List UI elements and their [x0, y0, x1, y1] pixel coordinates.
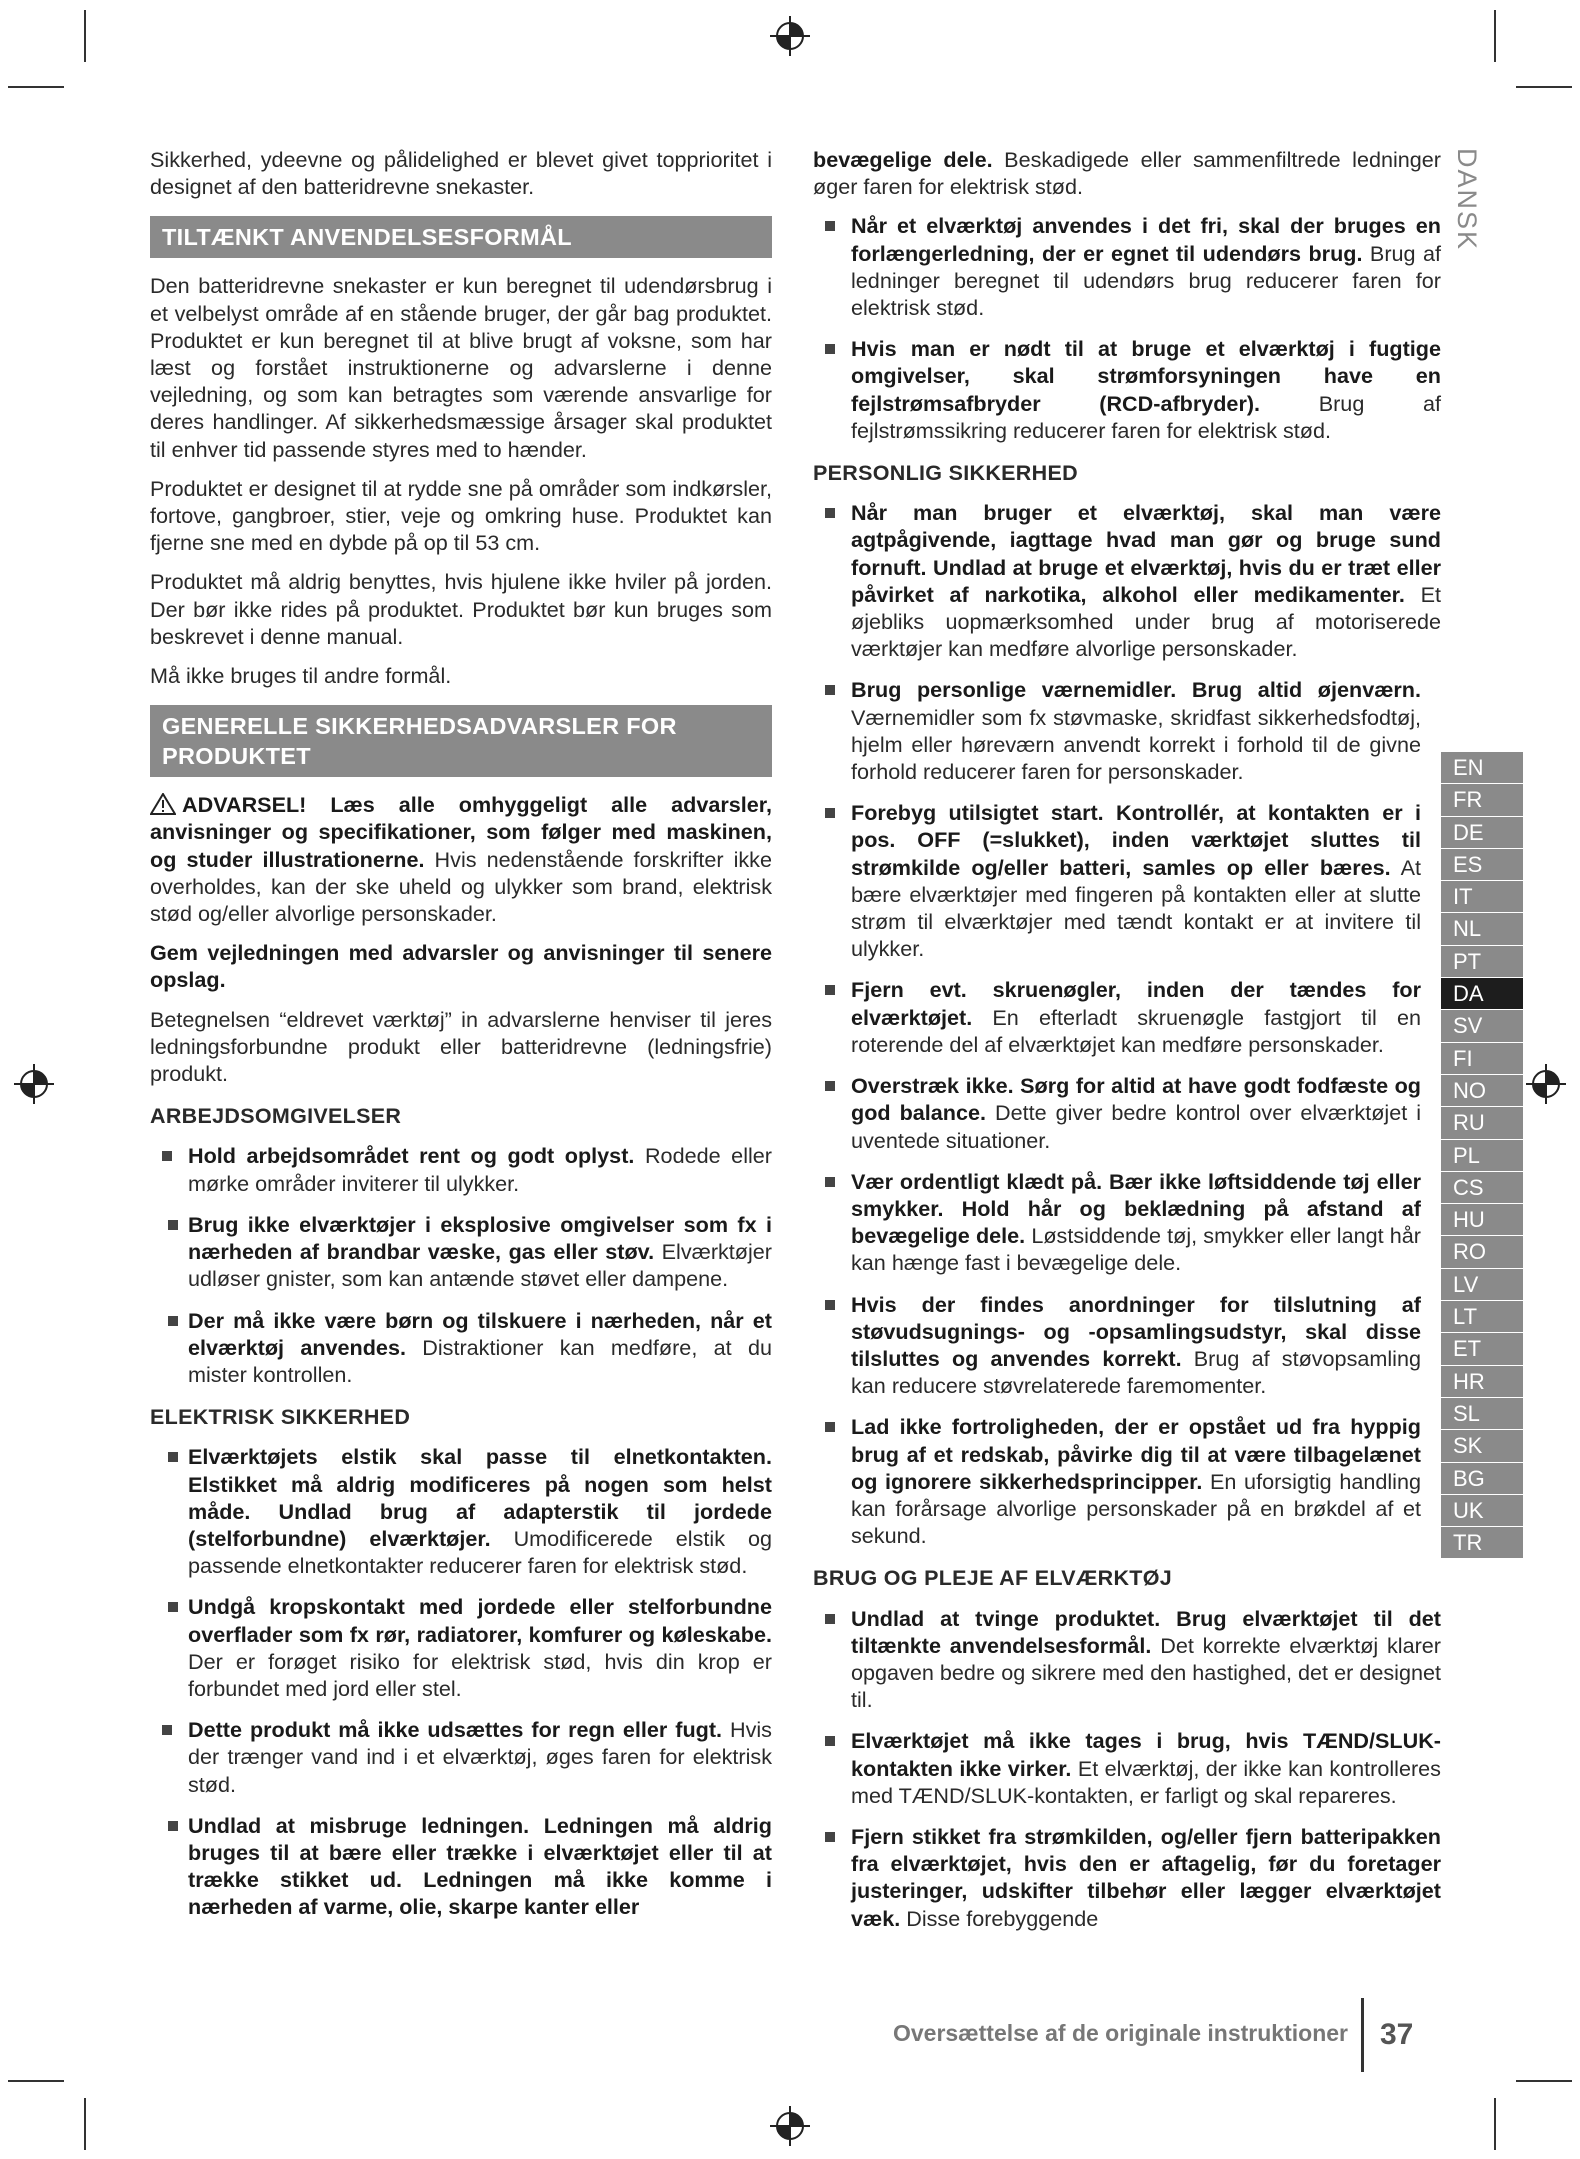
subheading-electrical: ELEKTRISK SIKKERHED	[150, 1405, 411, 1430]
warning-triangle-icon	[150, 793, 176, 815]
language-tab-en[interactable]: EN	[1441, 752, 1523, 784]
registration-mark-icon	[768, 2104, 812, 2148]
keep-instructions: Gem vejledningen med advarsler og anvisninger til senere opslag.	[150, 940, 772, 993]
bullet-square-icon	[168, 1220, 178, 1230]
language-tab-lv[interactable]: LV	[1441, 1269, 1523, 1301]
bullet-square-icon	[825, 1832, 835, 1842]
language-tab-lt[interactable]: LT	[1441, 1301, 1523, 1333]
bullet-square-icon	[825, 1177, 835, 1187]
language-tab-da[interactable]: DA	[1441, 978, 1523, 1010]
registration-mark-icon	[1524, 1062, 1568, 1106]
list-item: Forebyg utilsigtet start. Kontrollér, at kontakten er i pos. OFF (=slukket), inden værktøjet sluttes til strømkilde og/eller batteri, samles op eller bæres. At bære elværktøjer med fingeren på kontakten eller at slutte strøm til elværktøjer med tændt kontakt er at invitere til ulykker.	[813, 799, 1421, 962]
language-tab-es[interactable]: ES	[1441, 849, 1523, 881]
warning-paragraph	[150, 791, 772, 927]
language-tab-et[interactable]: ET	[1441, 1333, 1523, 1365]
subheading-work-area: ARBEJDSOMGIVELSER	[150, 1104, 402, 1129]
registration-mark-icon	[768, 14, 812, 58]
paragraph: Den batteridrevne snekaster er kun beregnet til udendørsbrug i et velbelyst område af en stående bruger, der går bag produktet. Produktet er kun beregnet til at blive brugt af voksne, som har læst og forstået instruktionerne og advarslerne i denne vejledning, og som kan betragtes som værende ansvarlige for deres handlinger. Af sikkerhedsmæssige årsager skal produktet til enhver tid passende styres med to hænder.	[150, 273, 772, 462]
bullet-square-icon	[825, 808, 835, 818]
list-item: Fjern evt. skruenøgler, inden der tændes for elværktøjet. En efterladt skruenøgle fastgjort til en roterende del af elværktøjet kan medføre personskader.	[813, 976, 1421, 1058]
list-item: Brug personlige værnemidler. Brug altid øjenværn. Værnemidler som fx støvmaske, skridfast sikkerhedsfodtøj, hjelm eller høreværn anvendt korrekt i forhold til de givne forhold reducerer faren for personskader.	[813, 676, 1421, 785]
language-tabs	[1441, 752, 1523, 1559]
language-tab-pl[interactable]: PL	[1441, 1140, 1523, 1172]
list-item: Når et elværktøj anvendes i det fri, skal der bruges en forlængerledning, der er egnet til udendørs brug. Brug af ledninger beregnet til udendørs brug reducerer faren for elektrisk stød.	[813, 212, 1441, 321]
term-definition: Betegnelsen “eldrevet værktøj” in advarslerne henviser til jeres ledningsforbundne produkt eller batteridrevne (ledningsfrie) produkt.	[150, 1006, 772, 1087]
language-side-title	[1450, 146, 1484, 266]
list-item: Lad ikke fortroligheden, der er opstået ud fra hyppig brug af et redskab, påvirke dig til at være tilbagelænet og ignorere sikkerhedsprincipper. En uforsigtig handling kan forårsage alvorlige personskader på en brøkdel af et sekund.	[813, 1413, 1421, 1549]
language-tab-tr[interactable]: TR	[1441, 1527, 1523, 1559]
bullet-square-icon	[825, 221, 835, 231]
crop-mark	[1516, 86, 1572, 88]
footer-divider	[1361, 1998, 1364, 2072]
language-tab-uk[interactable]: UK	[1441, 1495, 1523, 1527]
bullet-square-icon	[825, 508, 835, 518]
language-tab-sv[interactable]: SV	[1441, 1010, 1523, 1042]
bullet-square-icon	[168, 1316, 178, 1326]
crop-mark	[1516, 2080, 1572, 2082]
bullet-square-icon	[825, 985, 835, 995]
warning-bold: ADVARSEL! Læs alle omhyggeligt alle advarsler, anvisninger og specifikationer, som følger med maskinen, og studer illustrationerne.	[150, 792, 772, 872]
crop-mark	[84, 2098, 86, 2150]
language-tab-sk[interactable]: SK	[1441, 1430, 1523, 1462]
list-item: Brug ikke elværktøjer i eksplosive omgivelser som fx i nærheden af brandbar væske, gas eller støv. Elværktøjer udløser gnister, som kan antænde støvet eller dampene.	[166, 1211, 772, 1293]
paragraph: Må ikke bruges til andre formål.	[150, 663, 452, 689]
language-tab-it[interactable]: IT	[1441, 881, 1523, 913]
list-item: Dette produkt må ikke udsættes for regn eller fugt. Hvis der trænger vand ind i et elværktøj, øges faren for elektrisk stød.	[150, 1716, 772, 1798]
crop-mark	[8, 2080, 64, 2082]
bullet-square-icon	[162, 1151, 172, 1161]
language-tab-sl[interactable]: SL	[1441, 1398, 1523, 1430]
list-item: Undlad at tvinge produktet. Brug elværktøjet til det tiltænkte anvendelsesformål. Det korrekte elværktøj klarer opgaven bedre og sikrere med den hastighed, det er designet til.	[813, 1605, 1441, 1714]
language-tab-ru[interactable]: RU	[1441, 1107, 1523, 1139]
bullet-square-icon	[825, 685, 835, 695]
crop-mark	[1494, 10, 1496, 62]
crop-mark	[8, 86, 64, 88]
language-tab-fi[interactable]: FI	[1441, 1043, 1523, 1075]
bullet-square-icon	[168, 1452, 178, 1462]
paragraph: Produktet må aldrig benyttes, hvis hjulene ikke hviler på jorden. Der bør ikke rides på produktet. Produktet bør kun bruges som beskrevet i denne manual.	[150, 569, 772, 649]
language-tab-cs[interactable]: CS	[1441, 1172, 1523, 1204]
warning-text: Hvis nedenstående forskrifter ikke overholdes, kan der ske uheld og ulykker som brand, elektrisk stød og/eller alvorlige personskader.	[150, 846, 772, 927]
language-tab-bg[interactable]: BG	[1441, 1463, 1523, 1495]
language-tab-hu[interactable]: HU	[1441, 1204, 1523, 1236]
bullet-square-icon	[825, 1081, 835, 1091]
list-item: Hold arbejdsområdet rent og godt oplyst. Rodede eller mørke områder inviterer til ulykker.	[150, 1142, 772, 1196]
bullet-square-icon	[825, 344, 835, 354]
language-tab-pt[interactable]: PT	[1441, 946, 1523, 978]
footer-text: Oversættelse af de originale instruktioner	[892, 2020, 1348, 2046]
list-item: Hvis man er nødt til at bruge et elværktøj i fugtige omgivelser, skal strømforsyningen have en fejlstrømsafbryder (RCD-afbryder). Brug af fejlstrømssikring reducerer faren for elektrisk stød.	[813, 335, 1441, 444]
list-item: Elværktøjet må ikke tages i brug, hvis TÆND/SLUK-kontakten ikke virker. Et elværktøj, der ikke kan kontrolleres med TÆND/SLUK-kontakten, er farligt og skal repareres.	[813, 1727, 1441, 1809]
language-tab-hr[interactable]: HR	[1441, 1366, 1523, 1398]
language-tab-fr[interactable]: FR	[1441, 784, 1523, 816]
bullet-square-icon	[825, 1614, 835, 1624]
list-item: Overstræk ikke. Sørg for altid at have godt fodfæste og god balance. Dette giver bedre kontrol over elværktøjet i uventede situationer.	[813, 1072, 1421, 1154]
list-item: Der må ikke være børn og tilskuere i nærheden, når et elværktøj anvendes. Distraktioner kan medføre, at du mister kontrollen.	[166, 1307, 772, 1389]
bullet-square-icon	[825, 1736, 835, 1746]
crop-mark	[84, 10, 86, 62]
bullet-square-icon	[162, 1725, 172, 1735]
list-item: Vær ordentligt klædt på. Bær ikke løftsiddende tøj eller smykker. Hold hår og beklædning på afstand af bevægelige dele. Løstsiddende tøj, smykker eller langt hår kan hænge fast i bevægelige dele.	[813, 1168, 1421, 1277]
list-item: Undlad at misbruge ledningen. Ledningen må aldrig bruges til at bære eller trække i elværktøjet eller til at trække stikket ud. Ledningen må ikke komme i nærheden af varme, olie, skarpe kanter eller	[166, 1812, 772, 1921]
section-heading-intended-use: TILTÆNKT ANVENDELSESFORMÅL	[150, 216, 772, 258]
intro-paragraph: Sikkerhed, ydeevne og pålidelighed er blevet givet topprioritet i designet af den batteridrevne snekaster.	[150, 147, 772, 200]
subheading-use-and-care: BRUG OG PLEJE AF ELVÆRKTØJ	[813, 1566, 1173, 1591]
svg-text:DANSK: DANSK	[1452, 148, 1482, 252]
language-tab-nl[interactable]: NL	[1441, 913, 1523, 945]
list-item: Når man bruger et elværktøj, skal man være agtpågivende, iagttage hvad man gør og bruge sund fornuft. Undlad at bruge et elværktøj, hvis du er træt eller påvirket af narkotika, alkohol eller medikamenter. Et øjebliks uopmærksomhed under brug af motoriserede værktøjer kan medføre alvorlige personskader.	[813, 499, 1441, 662]
subheading-personal: PERSONLIG SIKKERHED	[813, 461, 1078, 486]
list-item: Fjern stikket fra strømkilden, og/eller fjern batteripakken fra elværktøjet, hvis den er aftagelig, før du foretager justeringer, udskifter tilbehør eller lægger elværktøjet væk. Disse forebyggende	[813, 1823, 1441, 1932]
left-column	[150, 146, 772, 1935]
crop-mark	[1494, 2098, 1496, 2150]
continued-paragraph: bevægelige dele. Beskadigede eller sammenfiltrede ledninger øger faren for elektrisk stød.	[813, 147, 1441, 200]
bullet-square-icon	[825, 1300, 835, 1310]
language-tab-de[interactable]: DE	[1441, 817, 1523, 849]
bullet-square-icon	[825, 1422, 835, 1432]
language-tab-ro[interactable]: RO	[1441, 1236, 1523, 1268]
section-heading-general-warnings: GENERELLE SIKKERHEDSADVARSLER FOR PRODUKTET	[150, 705, 772, 777]
list-item: Undgå kropskontakt med jordede eller stelforbundne overflader som fx rør, radiatorer, komfurer og køleskabe. Der er forøget risiko for elektrisk stød, hvis din krop er forbundet med jord eller stel.	[166, 1593, 772, 1702]
page-number: 37	[1380, 2018, 1414, 2051]
bullet-square-icon	[168, 1602, 178, 1612]
list-item: Elværktøjets elstik skal passe til elnetkontakten. Elstikket må aldrig modificeres på nogen som helst måde. Undlad brug af adapterstik til jordede (stelforbundne) elværktøjer. Umodificerede elstik og passende elnetkontakter reducerer faren for elektrisk stød.	[166, 1443, 772, 1579]
registration-mark-icon	[12, 1062, 56, 1106]
list-item: Hvis der findes anordninger for tilslutning af støvudsugnings- og -opsamlingsudstyr, skal disse tilsluttes og anvendes korrekt. Brug af støvopsamling kan reducere støvrelaterede faremomenter.	[813, 1291, 1421, 1400]
language-tab-no[interactable]: NO	[1441, 1075, 1523, 1107]
bullet-square-icon	[168, 1821, 178, 1831]
right-column	[813, 146, 1441, 1946]
paragraph: Produktet er designet til at rydde sne på områder som indkørsler, fortove, gangbroer, stier, veje og omkring huse. Produktet kan fjerne sne med en dybde på op til 53 cm.	[150, 475, 772, 556]
